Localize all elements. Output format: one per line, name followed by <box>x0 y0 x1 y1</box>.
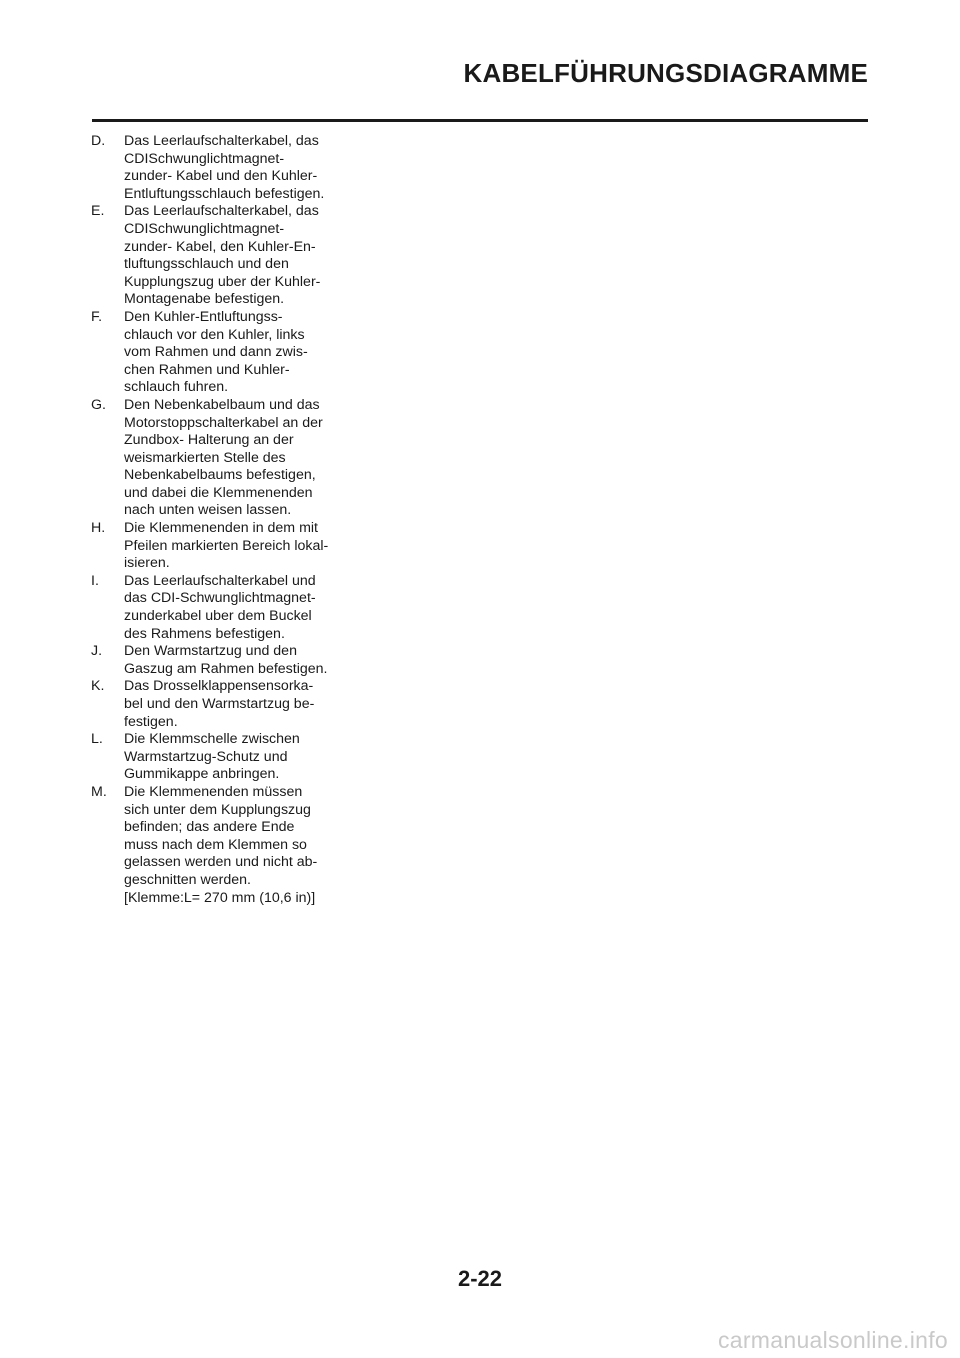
instruction-line: und dabei die Klemmenenden <box>124 484 313 501</box>
instruction-line: Motorstoppschalterkabel an der <box>124 414 323 431</box>
instruction-line: CDISchwunglichtmagnet- <box>124 150 285 167</box>
instruction-item <box>91 203 351 309</box>
instruction-line: Montagenabe befestigen. <box>124 291 285 308</box>
instruction-line: Nebenkabelbaums befestigen, <box>124 467 316 484</box>
instruction-line: weismarkierten Stelle des <box>124 449 286 466</box>
instruction-line: Entluftungsschlauch befestigen. <box>124 185 325 202</box>
instruction-text <box>124 573 351 643</box>
instruction-line: zunderkabel uber dem Buckel <box>124 608 312 625</box>
header-divider <box>92 119 868 122</box>
instruction-line: bel und den Warmstartzug be- <box>124 696 315 712</box>
instruction-line: Das Drosselklappensensorka- <box>124 678 314 695</box>
instruction-line: Das Leerlaufschalterkabel, das <box>124 203 319 220</box>
instruction-text <box>124 397 351 520</box>
instruction-line: Gummikappe anbringen. <box>124 766 280 783</box>
instruction-line: Pfeilen markierten Bereich lokal- <box>124 537 329 554</box>
instruction-key: K. <box>91 678 105 695</box>
instruction-line: festigen. <box>124 713 178 730</box>
instruction-line: Warmstartzug-Schutz und <box>124 748 288 765</box>
page-number: 2-22 <box>457 1266 503 1291</box>
watermark-text: carmanualsonline.info <box>717 1327 948 1353</box>
instruction-key: J. <box>91 643 103 660</box>
instruction-text <box>124 133 351 203</box>
instruction-key: D. <box>91 133 106 149</box>
page-title: KABELFÜHRUNGSDIAGRAMME <box>463 58 868 88</box>
instruction-key: I. <box>91 572 99 589</box>
instruction-key: L. <box>91 731 103 748</box>
instruction-item <box>91 397 351 520</box>
instruction-line: muss nach dem Klemmen so <box>124 836 307 853</box>
instruction-item <box>91 573 351 643</box>
instruction-text <box>124 520 351 573</box>
instruction-item <box>91 133 351 203</box>
instruction-item <box>91 678 351 731</box>
instruction-line: Die Klemmenenden in dem mit <box>124 520 318 537</box>
instruction-line: Kupplungszug uber der Kuhler- <box>124 273 321 290</box>
instruction-item <box>91 643 351 678</box>
instruction-line: Den Warmstartzug und den <box>124 643 297 660</box>
instruction-line: tluftungsschlauch und den <box>124 256 289 273</box>
instruction-line: befinden; das andere Ende <box>124 819 295 836</box>
instruction-line: isieren. <box>124 555 170 572</box>
instruction-line: chlauch vor den Kuhler, links <box>124 326 305 343</box>
instruction-line: chen Rahmen und Kuhler- <box>124 361 290 378</box>
instruction-line: [Klemme:L= 270 mm (10,6 in)] <box>124 889 316 906</box>
instruction-line: gelassen werden und nicht ab- <box>124 854 318 871</box>
instruction-text <box>124 678 351 731</box>
instruction-key: H. <box>91 520 106 537</box>
instruction-line: Das Leerlaufschalterkabel, das <box>124 133 319 149</box>
instruction-line: sich unter dem Kupplungszug <box>124 801 311 818</box>
instruction-item <box>91 784 351 907</box>
instruction-line: zunder- Kabel und den Kuhler- <box>124 168 318 185</box>
instruction-line: Den Nebenkabelbaum und das <box>124 396 320 413</box>
instruction-key: E. <box>91 203 105 220</box>
instruction-line: CDISchwunglichtmagnet- <box>124 220 285 237</box>
instruction-list <box>91 133 351 907</box>
instruction-line: schlauch fuhren. <box>124 379 229 396</box>
instruction-key: F. <box>91 308 103 325</box>
instruction-line: nach unten weisen lassen. <box>124 502 292 519</box>
instruction-text <box>124 309 351 397</box>
instruction-key: G. <box>91 396 106 413</box>
instruction-item <box>91 309 351 397</box>
instruction-item <box>91 520 351 573</box>
instruction-line: Die Klemmschelle zwischen <box>124 731 300 748</box>
instruction-text <box>124 203 351 309</box>
instruction-line: Zundbox- Halterung an der <box>124 432 294 449</box>
instruction-line: Gaszug am Rahmen befestigen. <box>124 660 328 677</box>
instruction-key: M. <box>91 783 107 800</box>
instruction-item <box>91 731 351 784</box>
instruction-line: Den Kuhler-Entluftungss- <box>124 308 283 325</box>
instruction-line: zunder- Kabel, den Kuhler-En- <box>124 238 316 255</box>
instruction-line: vom Rahmen und dann zwis- <box>124 344 308 361</box>
instruction-line: des Rahmens befestigen. <box>124 625 285 642</box>
instruction-line: das CDI-Schwunglichtmagnet- <box>124 590 316 607</box>
instruction-line: geschnitten werden. <box>124 871 251 888</box>
instruction-line: Die Klemmenenden müssen <box>124 783 303 800</box>
instruction-text <box>124 784 351 907</box>
instruction-line: Das Leerlaufschalterkabel und <box>124 572 316 589</box>
instruction-text <box>124 731 351 784</box>
instruction-text <box>124 643 351 678</box>
